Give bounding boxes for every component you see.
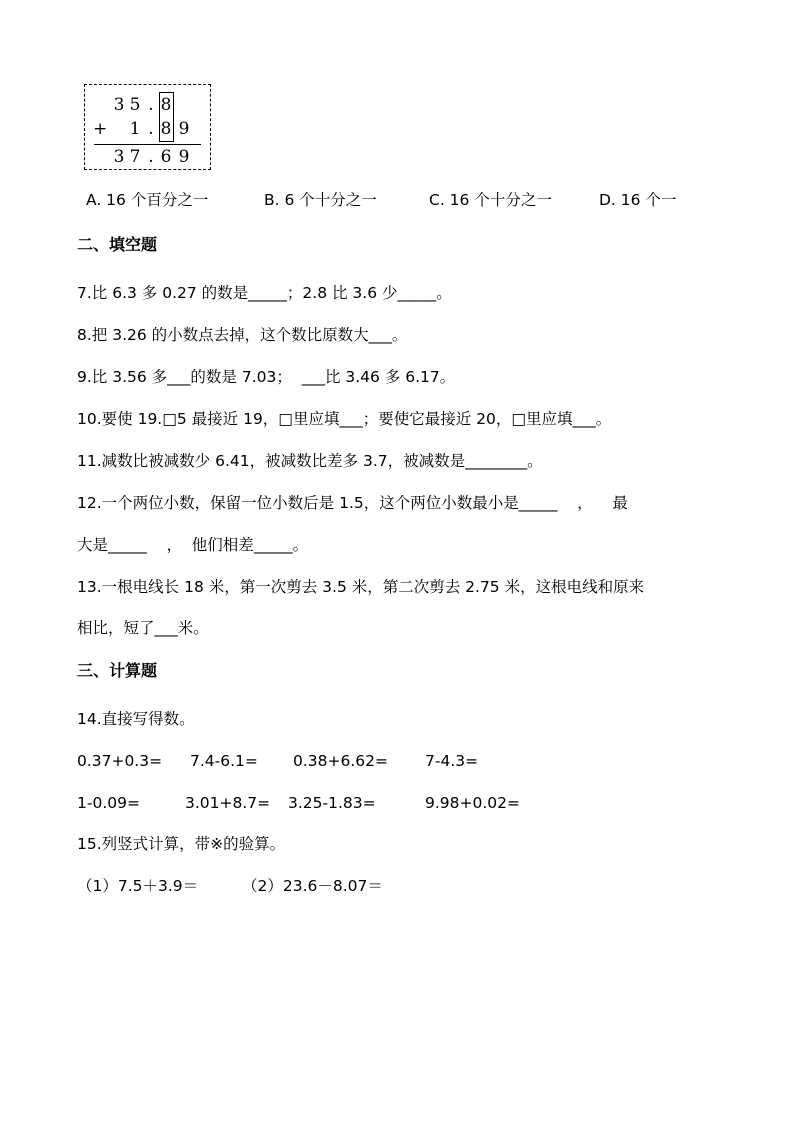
section-title: 二、填空题 — [77, 235, 158, 254]
sum-line — [94, 144, 201, 145]
expression: 0.38+6.62= — [293, 752, 388, 770]
figure-digit: 6 — [160, 147, 172, 167]
figure-digit: . — [148, 119, 154, 139]
expression: 9.98+0.02= — [425, 794, 520, 812]
option-c: C. 16 个十分之一 — [429, 191, 552, 209]
question-8: 8.把 3.26 的小数点去掉，这个数比原数大___。 — [77, 326, 408, 344]
figure-digit: 1 — [129, 119, 141, 139]
section-title: 三、计算题 — [77, 661, 158, 680]
figure-digit: 3 — [113, 95, 125, 115]
question-11: 11.减数比被减数少 6.41，被减数比差多 3.7，被减数是________。 — [77, 452, 543, 470]
figure-digit: . — [148, 147, 154, 167]
figure-digit: 5 — [129, 95, 141, 115]
option-b: B. 6 个十分之一 — [264, 191, 377, 209]
question-7: 7.比 6.3 多 0.27 的数是_____；2.8 比 3.6 少_____。 — [77, 284, 452, 302]
highlight-box — [159, 92, 174, 142]
vertical-calc-item-2: （2）23.6－8.07＝ — [242, 877, 383, 895]
question-13-line2: 相比，短了___米。 — [77, 619, 209, 637]
vertical-calc-item-1: （1）7.5＋3.9＝ — [77, 877, 199, 895]
question-13-line1: 13.一根电线长 18 米，第一次剪去 3.5 米，第二次剪去 2.75 米，这根电线和原来 — [77, 578, 645, 596]
expression: 7.4-6.1= — [190, 752, 258, 770]
question-15: 15.列竖式计算，带※的验算。 — [77, 835, 286, 853]
expression: 3.01+8.7= — [185, 794, 271, 812]
figure-digit: 7 — [129, 147, 141, 167]
question-9: 9.比 3.56 多___的数是 7.03； ___比 3.46 多 6.17。 — [77, 368, 456, 386]
question-14: 14.直接写得数。 — [77, 710, 195, 728]
figure-digit: . — [148, 95, 154, 115]
question-10: 10.要使 19.□5 最接近 19，□里应填___；要使它最接近 20，□里应填___。 — [77, 410, 612, 428]
option-d: D. 16 个一 — [599, 191, 677, 209]
figure-digit: 9 — [178, 147, 190, 167]
figure-digit: 3 — [113, 147, 125, 167]
figure-digit: 9 — [178, 119, 190, 139]
expression: 1-0.09= — [77, 794, 140, 812]
option-a: A. 16 个百分之一 — [86, 191, 209, 209]
question-12-line2: 大是_____ ， 他们相差_____。 — [77, 536, 309, 554]
figure-digit: 8 — [160, 95, 172, 115]
expression: 7-4.3= — [425, 752, 479, 770]
addition-figure — [84, 84, 211, 170]
expression: 3.25-1.83= — [288, 794, 376, 812]
figure-digit: 8 — [160, 119, 172, 139]
figure-plus-sign: + — [93, 119, 108, 139]
question-12-line1: 12.一个两位小数，保留一位小数后是 1.5，这个两位小数最小是_____ ， 最 — [77, 494, 628, 512]
expression: 0.37+0.3= — [77, 752, 163, 770]
